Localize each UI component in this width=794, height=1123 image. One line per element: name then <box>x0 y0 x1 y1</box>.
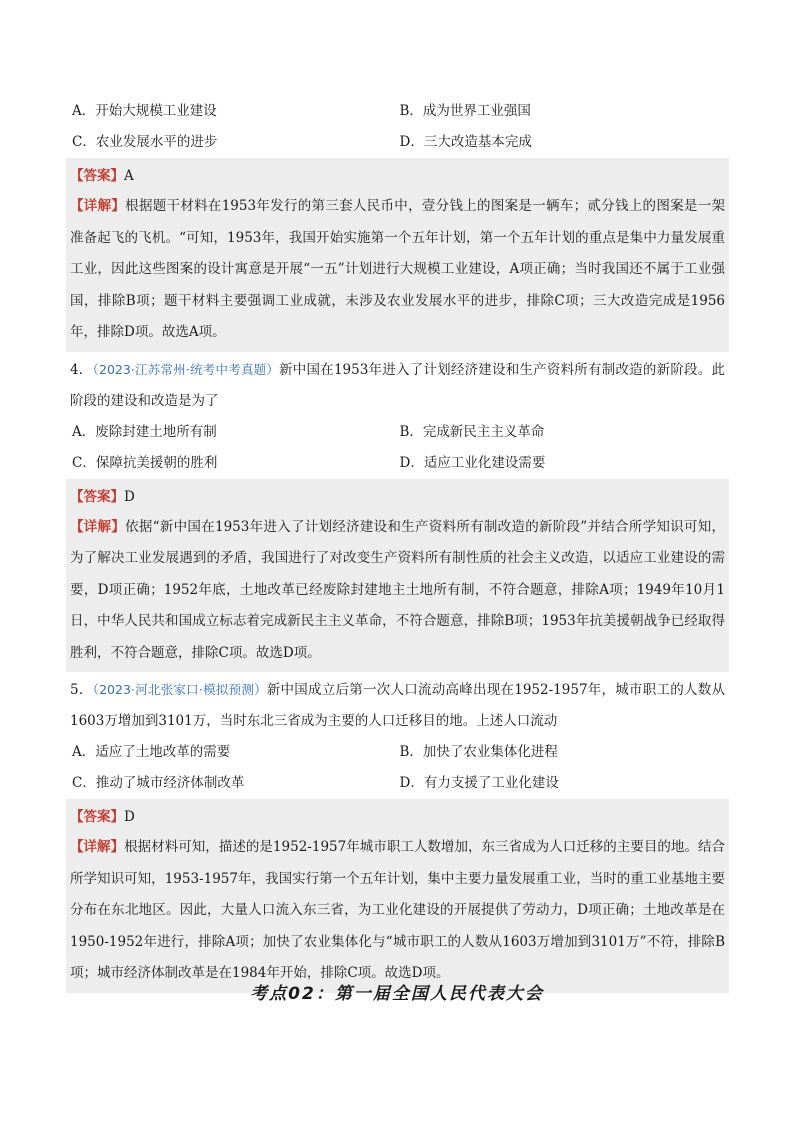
q5-stem <box>70 674 725 737</box>
detail-text: 依据“新中国在1953年进入了计划经济建设和生产资料所有制改造的新阶段”并结合所学知识可知，为了解决工业发展遇到的矛盾，我国进行了对改变生产资料所有制性质的社会主义改造，以适应工业建设的需要，D项正确；1952年底，土地改革已经废除封建地主土地所有制，不符合题意，排除A项；1949年10月1日，中华人民共和国成立标志着完成新民主主义革命，不符合题意，排除B项；1953年抗美援朝战争已经取得胜利，不符合题意，排除C项。故选D项。 <box>70 518 725 661</box>
q3-option-c: C．农业发展水平的进步 <box>72 134 218 150</box>
q5-source: （2023·河北张家口·模拟预测） <box>92 682 267 697</box>
q3-option-d: D．三大改造基本完成 <box>399 134 532 150</box>
q5-option-c: C．推动了城市经济体制改革 <box>72 775 245 791</box>
q4-stem <box>70 354 725 417</box>
q3-option-a: A．开始大规模工业建设 <box>72 103 217 119</box>
answer-tag: 【答案】 <box>70 168 124 184</box>
q5-option-b: B．加快了农业集体化进程 <box>399 744 558 760</box>
q5-option-d: D．有力支援了工业化建设 <box>399 775 559 791</box>
answer-tag: 【答案】 <box>70 809 124 825</box>
q4-text: 新中国在1953年进入了计划经济建设和生产资料所有制改造的新阶段。此阶段的建设和改造是为了 <box>70 361 725 409</box>
q3-solution <box>66 158 729 352</box>
q3-option-b: B．成为世界工业强国 <box>399 103 531 119</box>
q4-option-b: B．完成新民主主义革命 <box>399 423 545 440</box>
answer-value: D <box>124 488 135 505</box>
q3-answer <box>70 161 725 191</box>
document-page <box>70 96 725 993</box>
q5-detail <box>70 832 725 990</box>
q4-detail <box>70 512 725 670</box>
q4-solution <box>66 479 729 673</box>
detail-text: 根据题干材料在1953年发行的第三套人民币中，壹分钱上的图案是一辆车；贰分钱上的图案是一架准备起飞的飞机。“可知，1953年，我国开始实施第一个五年计划，第一个五年计划的重点是集中力量发展重工业，因此这些图案的设计寓意是开展“一五”计划进行大规模工业建设，A项正确；当时我国还不属于工业强国，排除B项；题干材料主要强调工业成就，未涉及农业发展水平的进步，排除C项；三大改造完成是1956年，排除D项。故选A项。 <box>70 198 725 340</box>
q4-answer <box>70 482 725 512</box>
q3-options <box>70 96 725 158</box>
q4-number: 4． <box>70 361 93 378</box>
q4-options <box>70 417 725 479</box>
detail-tag: 【详解】 <box>70 198 126 214</box>
answer-tag: 【答案】 <box>70 488 124 505</box>
q3-detail <box>70 191 725 349</box>
q5-options <box>70 737 725 799</box>
answer-value: D <box>124 809 135 825</box>
q5-option-a: A．适应了土地改革的需要 <box>72 744 231 760</box>
q5-number: 5． <box>70 682 93 698</box>
q5-answer <box>70 802 725 832</box>
section-title: 考点02：第一届全国人民代表大会 <box>250 984 544 1004</box>
detail-tag: 【详解】 <box>70 518 126 535</box>
q5-solution <box>66 799 729 993</box>
detail-tag: 【详解】 <box>70 839 125 855</box>
q4-option-a: A．废除封建土地所有制 <box>72 423 217 440</box>
q4-source: （2023·江苏常州·统考中考真题） <box>92 361 280 377</box>
q4-option-d: D．适应工业化建设需要 <box>399 454 546 471</box>
answer-value: A <box>124 168 134 184</box>
q4-option-c: C．保障抗美援朝的胜利 <box>72 454 218 471</box>
q5-text: 新中国成立后第一次人口流动高峰出现在1952-1957年，城市职工的人数从1603万增加到3101万，当时东北三省成为主要的人口迁移目的地。上述人口流动 <box>70 682 725 729</box>
detail-text: 根据材料可知，描述的是1952-1957年城市职工人数增加，东三省成为人口迁移的主要目的地。结合所学知识可知，1953-1957年，我国实行第一个五年计划，集中主要力量发展重工业，当时的重工业基地主要分布在东北地区。因此，大量人口流入东三省，为工业化建设的开展提供了劳动力，D项正确；土地改革是在1950-1952年进行，排除A项；加快了农业集体化与“城市职工的人数从1603万增加到3101万”不符，排除B项；城市经济体制改革是在1984年开始，排除C项。故选D项。 <box>70 839 726 981</box>
